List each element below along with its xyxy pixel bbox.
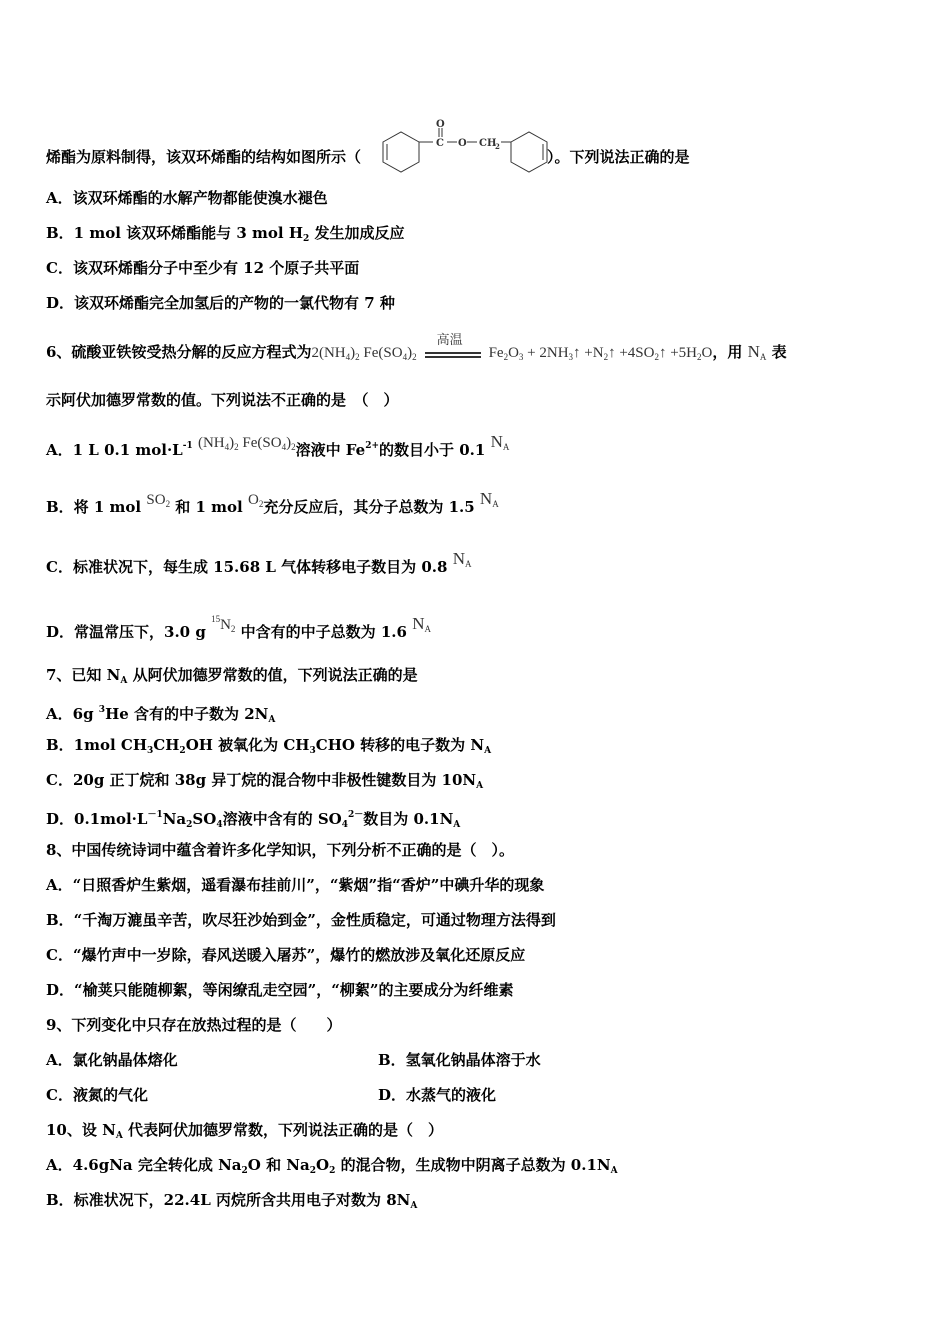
q6-option-d: D．常温常压下，3.0 g $^{15}N_2$ 中含有的中子总数为 1.6 $N_A$ — [46, 614, 431, 641]
q6-option-c: C．标准状况下，每生成 15.68 L 气体转移电子数目为 0.8 $N_A$ — [46, 549, 472, 576]
q7-stem: 7、已知 $N_A$ 从阿伏加德罗常数的值，下列说法正确的是 — [46, 666, 418, 686]
gas-arrow-icon: ↑ — [608, 345, 616, 361]
q9-stem: 9、下列变化中只存在放热过程的是（ ） — [46, 1016, 342, 1034]
gas-arrow-icon: ↑ — [573, 345, 581, 361]
q8-option-b: B．“千淘万漉虽辛苦，吹尽狂沙始到金”，金性质稳定，可通过物理方法得到 — [46, 911, 556, 929]
q5-option-a: A．该双环烯酯的水解产物都能使溴水褪色 — [46, 189, 328, 207]
q10-option-a: A．4.6gNa 完全转化成 $Na_2O$ 和 $Na_2O_2$ 的混合物，生成物中阴离子总数为 $0.1N_A$ — [46, 1156, 618, 1176]
q6-stem-cont: 示阿伏加德罗常数的值。下列说法不正确的是 （ ） — [46, 391, 399, 409]
q6-option-b: B．将 1 mol $SO_2$ 和 1 mol $O_2$充分反应后，其分子总数为 1.5 $N_A$ — [46, 489, 499, 516]
q10-option-b: B．标准状况下，22.4L 丙烷所含共用电子对数为 $8N_A$ — [46, 1191, 418, 1211]
q5-option-c: C．该双环烯酯分子中至少有 12 个原子共平面 — [46, 259, 360, 277]
ester-structure-diagram — [361, 119, 547, 188]
q8-option-c: C．“爆竹声中一岁除，春风送暖入屠苏”，爆竹的燃放涉及氧化还原反应 — [46, 946, 526, 964]
ester-oxygen-label: O — [458, 138, 467, 149]
q8-option-a: A．“日照香炉生紫烟，遥看瀑布挂前川”，“紫烟”指“香炉”中碘升华的现象 — [46, 876, 545, 894]
carbonyl-carbon-label: C — [436, 138, 444, 149]
q7-option-a: A．6g $^3$He 含有的中子数为 $2N_A$ — [46, 705, 276, 725]
q6-option-a: A．1 L 0.1 $mol\cdot L^{-1}$ $(NH_4)_2$ $Fe(SO_4)_2$溶液中 $Fe^{2+}$的数目小于 0.1 $N_A$ — [46, 432, 510, 459]
q10-stem: 10、设 $N_A$ 代表阿伏加德罗常数，下列说法正确的是（ ） — [46, 1121, 444, 1141]
q9-option-b: B．氢氧化钠晶体溶于水 — [378, 1051, 541, 1069]
methylene-label: CH — [479, 138, 497, 149]
gas-arrow-icon: ↑ — [658, 345, 667, 361]
q7-option-c: C．20g 正丁烷和 38g 异丁烷的混合物中非极性键数目为 $10N_A$ — [46, 771, 484, 791]
q7-option-b: B．1mol $CH_3CH_2OH$ 被氧化为 $CH_3CHO$ 转移的电子数为 $N_A$ — [46, 736, 492, 756]
carbonyl-oxygen-label: O — [436, 119, 445, 130]
q5-option-b: B．1 mol 该双环烯酯能与 3 mol $H_2$ 发生加成反应 — [46, 224, 405, 244]
reaction-equation: $2(NH_4)_2$ $Fe(SO_4)_2$ 高温 $Fe_2O_3$ + $2NH_3↑$ $+N_2↑$ $+4SO_2↑ +5H_2O$ — [311, 331, 713, 362]
q8-stem: 8、中国传统诗词中蕴含着许多化学知识，下列分析不正确的是（ ）。 — [46, 841, 514, 859]
q9-option-d: D．水蒸气的液化 — [378, 1086, 497, 1104]
q9-option-c: C．液氮的气化 — [46, 1086, 148, 1104]
ammonium-iron-sulfate-formula: $(NH_4)_2$ $Fe(SO_4)_2$ — [197, 435, 296, 452]
methylene-subscript: 2 — [495, 142, 500, 151]
q5-option-d: D．该双环烯酯完全加氢后的产物的一氯代物有 7 种 — [46, 294, 395, 312]
q7-option-d: D．$0.1mol\cdot L^{-1}Na_2SO_4$溶液中含有的 $SO_4^{2-}$数目为 $0.1N_A$ — [46, 810, 461, 830]
q5-stem: 烯酯为原料制得，该双环烯酯的结构如图所示（ O C O CH 2 ）。下列说法正确的是 — [46, 128, 690, 188]
nitrogen-15-formula: $^{15}N_2$ — [211, 614, 236, 634]
q9-option-a: A．氯化钠晶体熔化 — [46, 1051, 178, 1069]
high-temperature-condition: 高温 — [425, 344, 481, 364]
q8-option-d: D．“榆荚只能随柳絮，等闲缭乱走空园”，“柳絮”的主要成分为纤维素 — [46, 981, 514, 999]
q6-stem: 6、硫酸亚铁铵受热分解的反应方程式为$2(NH_4)_2$ $Fe(SO_4)_2$ 高温 $Fe_2O_3$ + $2NH_3↑$ $+N_2↑$ $+4SO_2↑ +5H_2O$，用 $N_A$ 表 — [46, 331, 787, 362]
